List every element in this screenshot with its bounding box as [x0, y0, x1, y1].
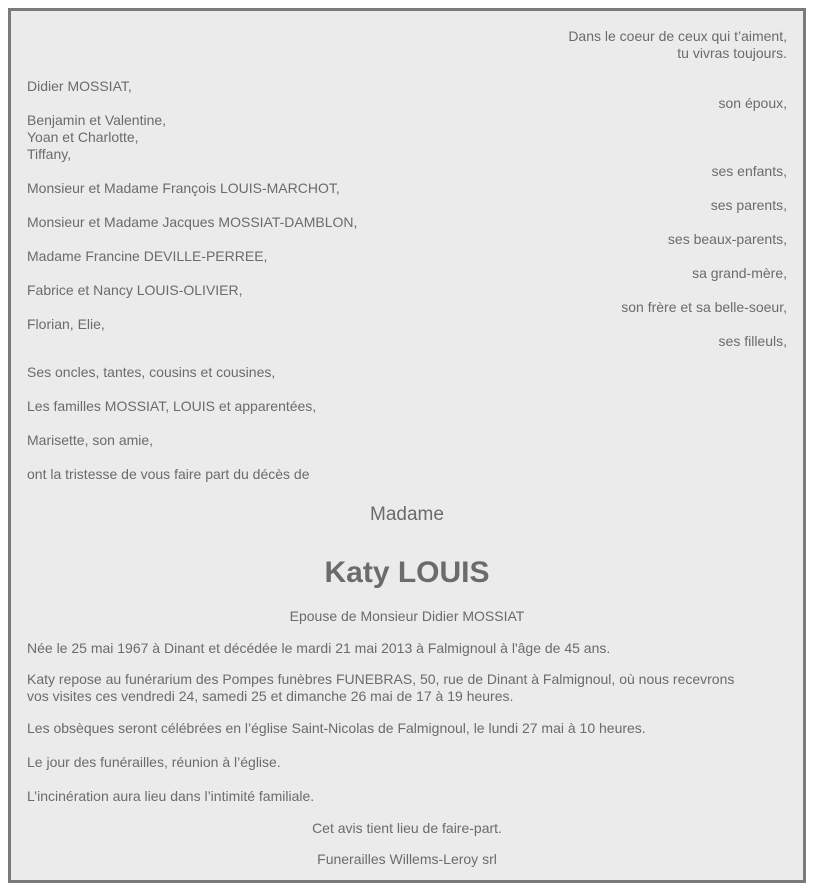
epigraph-line-2: tu vivras toujours. — [677, 45, 787, 61]
notice-line: Cet avis tient lieu de faire-part. — [312, 820, 502, 836]
child-name: Yoan et Charlotte, — [27, 129, 139, 145]
inlaws-relation: ses beaux-parents, — [667, 231, 787, 247]
parents-name: Monsieur et Madame François LOUIS-MARCHOT, — [27, 180, 340, 196]
rest-line-2: vos visites ces vendredi 24, samedi 25 et dimanche 26 mai de 17 à 19 heures. — [27, 688, 514, 704]
extended-family: Ses oncles, tantes, cousins et cousines, — [27, 364, 276, 380]
birth-death-line: Née le 25 mai 1967 à Dinant et décédée le mardi 21 mai 2013 à Falmignoul à l'âge de 45 ans. — [27, 640, 611, 656]
cremation-line: L’incinération aura lieu dans l’intimité familiale. — [27, 788, 315, 804]
spouse-name: Didier MOSSIAT, — [27, 78, 132, 94]
announcement-line: ont la tristesse de vous faire part du décès de — [27, 466, 310, 482]
epigraph-line-1: Dans le coeur de ceux qui t’aiment, — [568, 28, 787, 44]
child-name: Tiffany, — [27, 146, 72, 162]
deceased-honorific: Madame — [370, 504, 444, 525]
deceased-name: Katy LOUIS — [324, 556, 490, 589]
inlaws-name: Monsieur et Madame Jacques MOSSIAT-DAMBLON, — [27, 214, 358, 230]
grandmother-name: Madame Francine DEVILLE-PERREE, — [27, 248, 268, 264]
gathering-line: Le jour des funérailles, réunion à l’église. — [27, 754, 281, 770]
friend-line: Marisette, son amie, — [27, 432, 154, 448]
godchildren-relation: ses filleuls, — [718, 333, 787, 349]
obituary-notice — [8, 8, 806, 883]
grandmother-relation: sa grand-mère, — [692, 265, 787, 281]
godchildren-name: Florian, Elie, — [27, 316, 105, 332]
siblings-relation: son frère et sa belle-soeur, — [621, 299, 787, 315]
parents-relation: ses parents, — [710, 197, 787, 213]
children-relation: ses enfants, — [711, 163, 787, 179]
deceased-spouse-line: Epouse de Monsieur Didier MOSSIAT — [289, 608, 525, 624]
families-line: Les familles MOSSIAT, LOUIS et apparentées, — [27, 398, 317, 414]
rest-line-1: Katy repose au funérarium des Pompes funèbres FUNEBRAS, 50, rue de Dinant à Falmignoul, où nous recevrons — [27, 671, 735, 687]
funeral-line: Les obsèques seront célébrées en l’église Saint-Nicolas de Falmignoul, le lundi 27 mai à 10 heures. — [27, 720, 646, 736]
spouse-relation: son époux, — [718, 95, 787, 111]
child-name: Benjamin et Valentine, — [27, 112, 167, 128]
siblings-name: Fabrice et Nancy LOUIS-OLIVIER, — [27, 282, 243, 298]
undertaker-line: Funerailles Willems-Leroy srl — [317, 851, 497, 867]
